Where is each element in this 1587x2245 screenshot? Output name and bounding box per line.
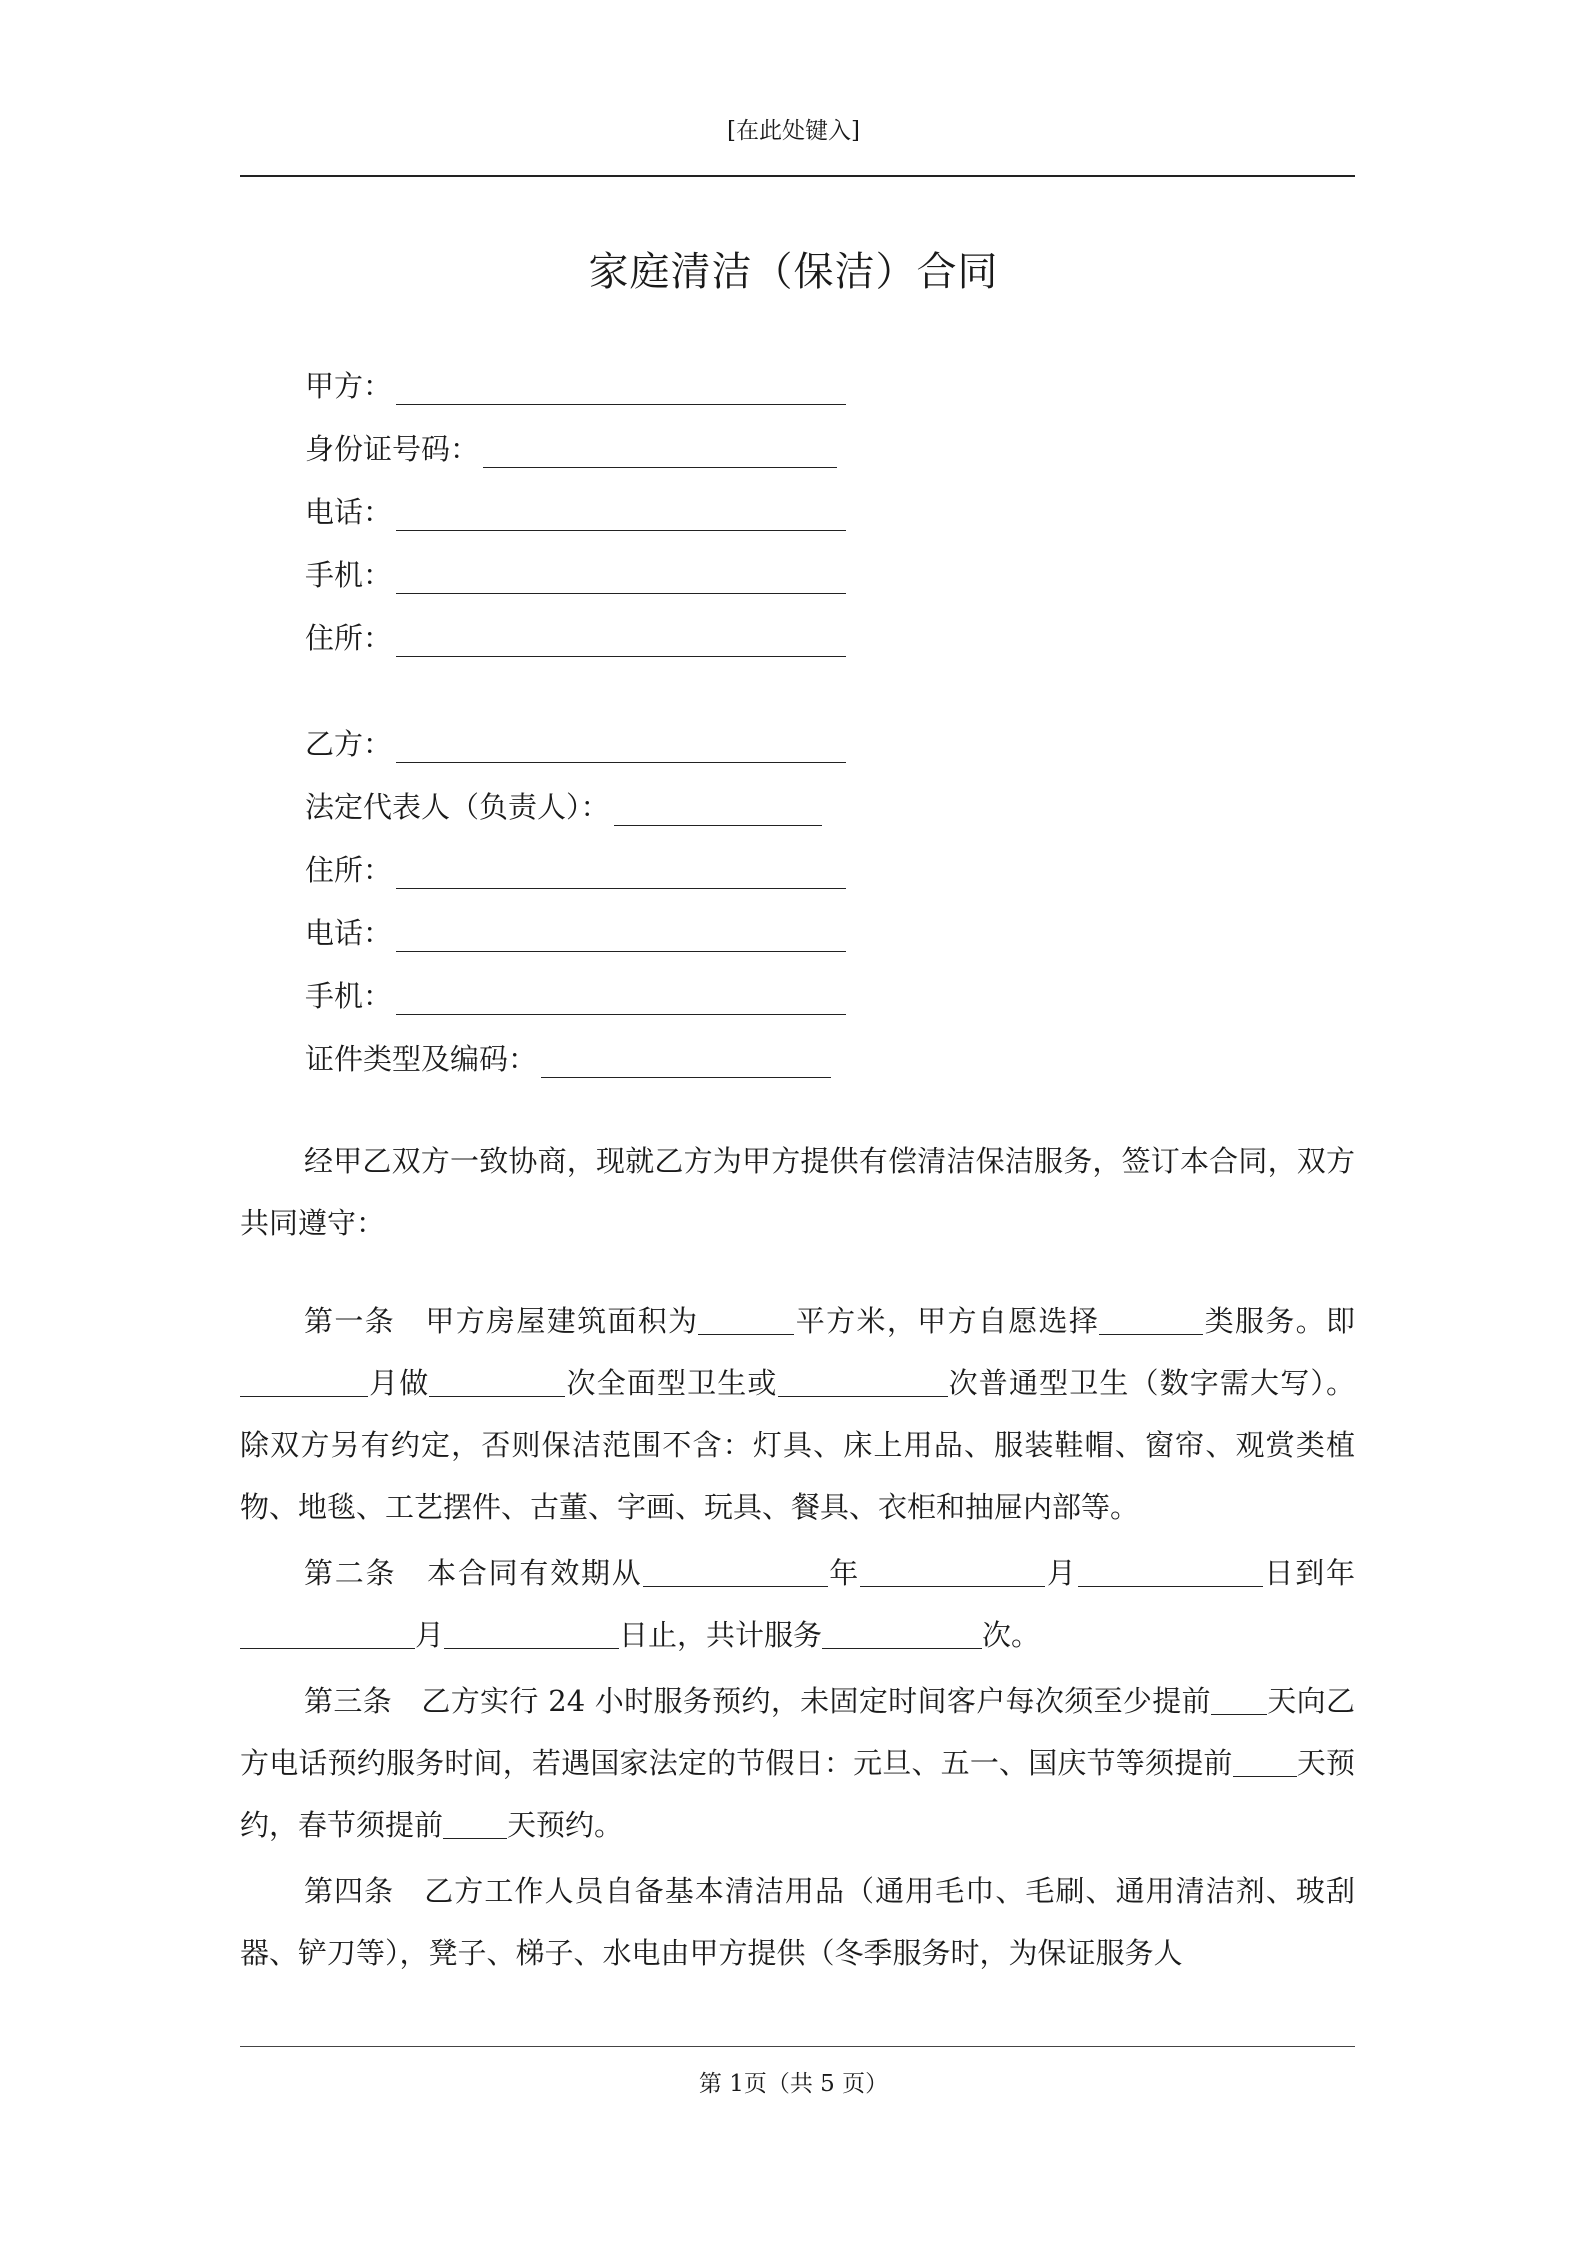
end-month-blank[interactable] [240,1620,415,1649]
party-b-mobile-label: 手机： [305,979,393,1013]
page-header: [在此处键入] [727,118,860,144]
article-1-text-4: 月做 [368,1366,430,1400]
article-2-text-3: 月 [1045,1556,1078,1590]
article-3-text-4: 天预约。 [507,1808,624,1842]
document-title: 家庭清洁（保洁）合同 [588,249,999,295]
party-b-cert-blank[interactable] [541,1047,831,1078]
article-1-text-1: 第一条 甲方房屋建筑面积为 [304,1304,699,1338]
party-a-address-field [305,617,846,657]
service-count-blank[interactable] [822,1620,982,1649]
article-2-text-5: 月 [415,1618,445,1652]
article-1 [240,1290,1355,1538]
party-b-rep-label: 法定代表人（负责人）： [305,790,610,824]
party-a-name-label: 甲方： [305,369,393,403]
party-b-phone-field [305,912,846,952]
party-a-phone-label: 电话： [305,495,393,529]
party-b-name-blank[interactable] [396,732,846,763]
party-a-name-field [305,365,846,405]
article-1-text-5: 次全面型卫生或 [565,1366,778,1400]
article-3-text-1: 第三条 乙方实行 24 小时服务预约，未固定时间客户每次须至少提前 [304,1684,1211,1718]
article-2-text-6: 日止，共计服务 [619,1618,823,1652]
article-2-text-2: 年 [827,1556,861,1590]
party-a-id-field [305,428,837,468]
party-b-rep-blank[interactable] [614,795,822,826]
article-1-text-6: 次普通型卫生（数字需大写）。除双方另有约定，否则保洁范围不含：灯具、床上用品、服装鞋帽、窗帘、观赏类植物、地毯、工艺摆件、古董、字画、玩具、餐具、衣柜和抽屉内部等。 [240,1366,1355,1524]
article-2 [240,1542,1355,1666]
article-1-text-2: 平方米，甲方自愿选择 [794,1304,1100,1338]
start-month-blank[interactable] [860,1558,1045,1587]
party-b-name-label: 乙方： [305,727,393,761]
party-a-id-label: 身份证号码： [305,432,480,466]
party-a-id-blank[interactable] [483,437,837,468]
end-day-blank[interactable] [444,1620,619,1649]
page-footer: 第 1页（共 5 页） [698,2071,889,2097]
area-blank[interactable] [698,1306,794,1335]
party-b-name-field [305,723,846,763]
header-divider [240,175,1355,177]
article-4: 第四条 乙方工作人员自备基本清洁用品（通用毛巾、毛刷、通用清洁剂、玻刮器、铲刀等），凳子、梯子、水电由甲方提供（冬季服务时，为保证服务人 [240,1874,1355,1970]
party-b-mobile-field [305,975,846,1015]
party-a-mobile-label: 手机： [305,558,393,592]
article-2-text-7: 次。 [982,1618,1041,1652]
spring-festival-advance-days-blank[interactable] [443,1810,507,1839]
start-year-blank[interactable] [643,1558,828,1587]
party-a-address-blank[interactable] [396,626,846,657]
regular-cleaning-count-blank[interactable] [778,1368,948,1397]
article-3-text-2: 天向乙方电话预约服务时间，若遇国家法定的节假日：元旦、五一、国庆节等须提前 [240,1684,1355,1780]
article-3 [240,1670,1355,1856]
article-1-text-3: 类服务。即 [1203,1304,1355,1338]
party-a-phone-blank[interactable] [396,500,846,531]
party-a-name-blank[interactable] [396,374,846,405]
months-blank[interactable] [240,1368,368,1397]
article-3-text-3: 天预约，春节须提前 [240,1746,1355,1842]
party-b-mobile-blank[interactable] [396,984,846,1015]
holiday-advance-days-blank[interactable] [1233,1748,1297,1777]
party-b-cert-field [305,1038,831,1078]
party-b-phone-label: 电话： [305,916,393,950]
start-day-blank[interactable] [1078,1558,1263,1587]
party-b-address-field [305,849,846,889]
advance-days-blank[interactable] [1211,1686,1267,1715]
party-a-mobile-field [305,554,846,594]
full-cleaning-count-blank[interactable] [429,1368,565,1397]
party-b-cert-label: 证件类型及编码： [305,1042,538,1076]
party-b-address-blank[interactable] [396,858,846,889]
footer-divider [240,2046,1355,2047]
party-b-rep-field [305,786,822,826]
party-a-phone-field [305,491,846,531]
party-a-address-label: 住所： [305,621,393,655]
article-2-text-4: 日到年 [1262,1556,1355,1590]
party-a-mobile-blank[interactable] [396,563,846,594]
article-2-text-1: 第二条 本合同有效期从 [304,1556,643,1590]
service-type-blank[interactable] [1099,1306,1203,1335]
party-b-address-label: 住所： [305,853,393,887]
intro-paragraph: 经甲乙双方一致协商，现就乙方为甲方提供有偿清洁保洁服务，签订本合同，双方共同遵守： [240,1144,1355,1240]
party-b-phone-blank[interactable] [396,921,846,952]
